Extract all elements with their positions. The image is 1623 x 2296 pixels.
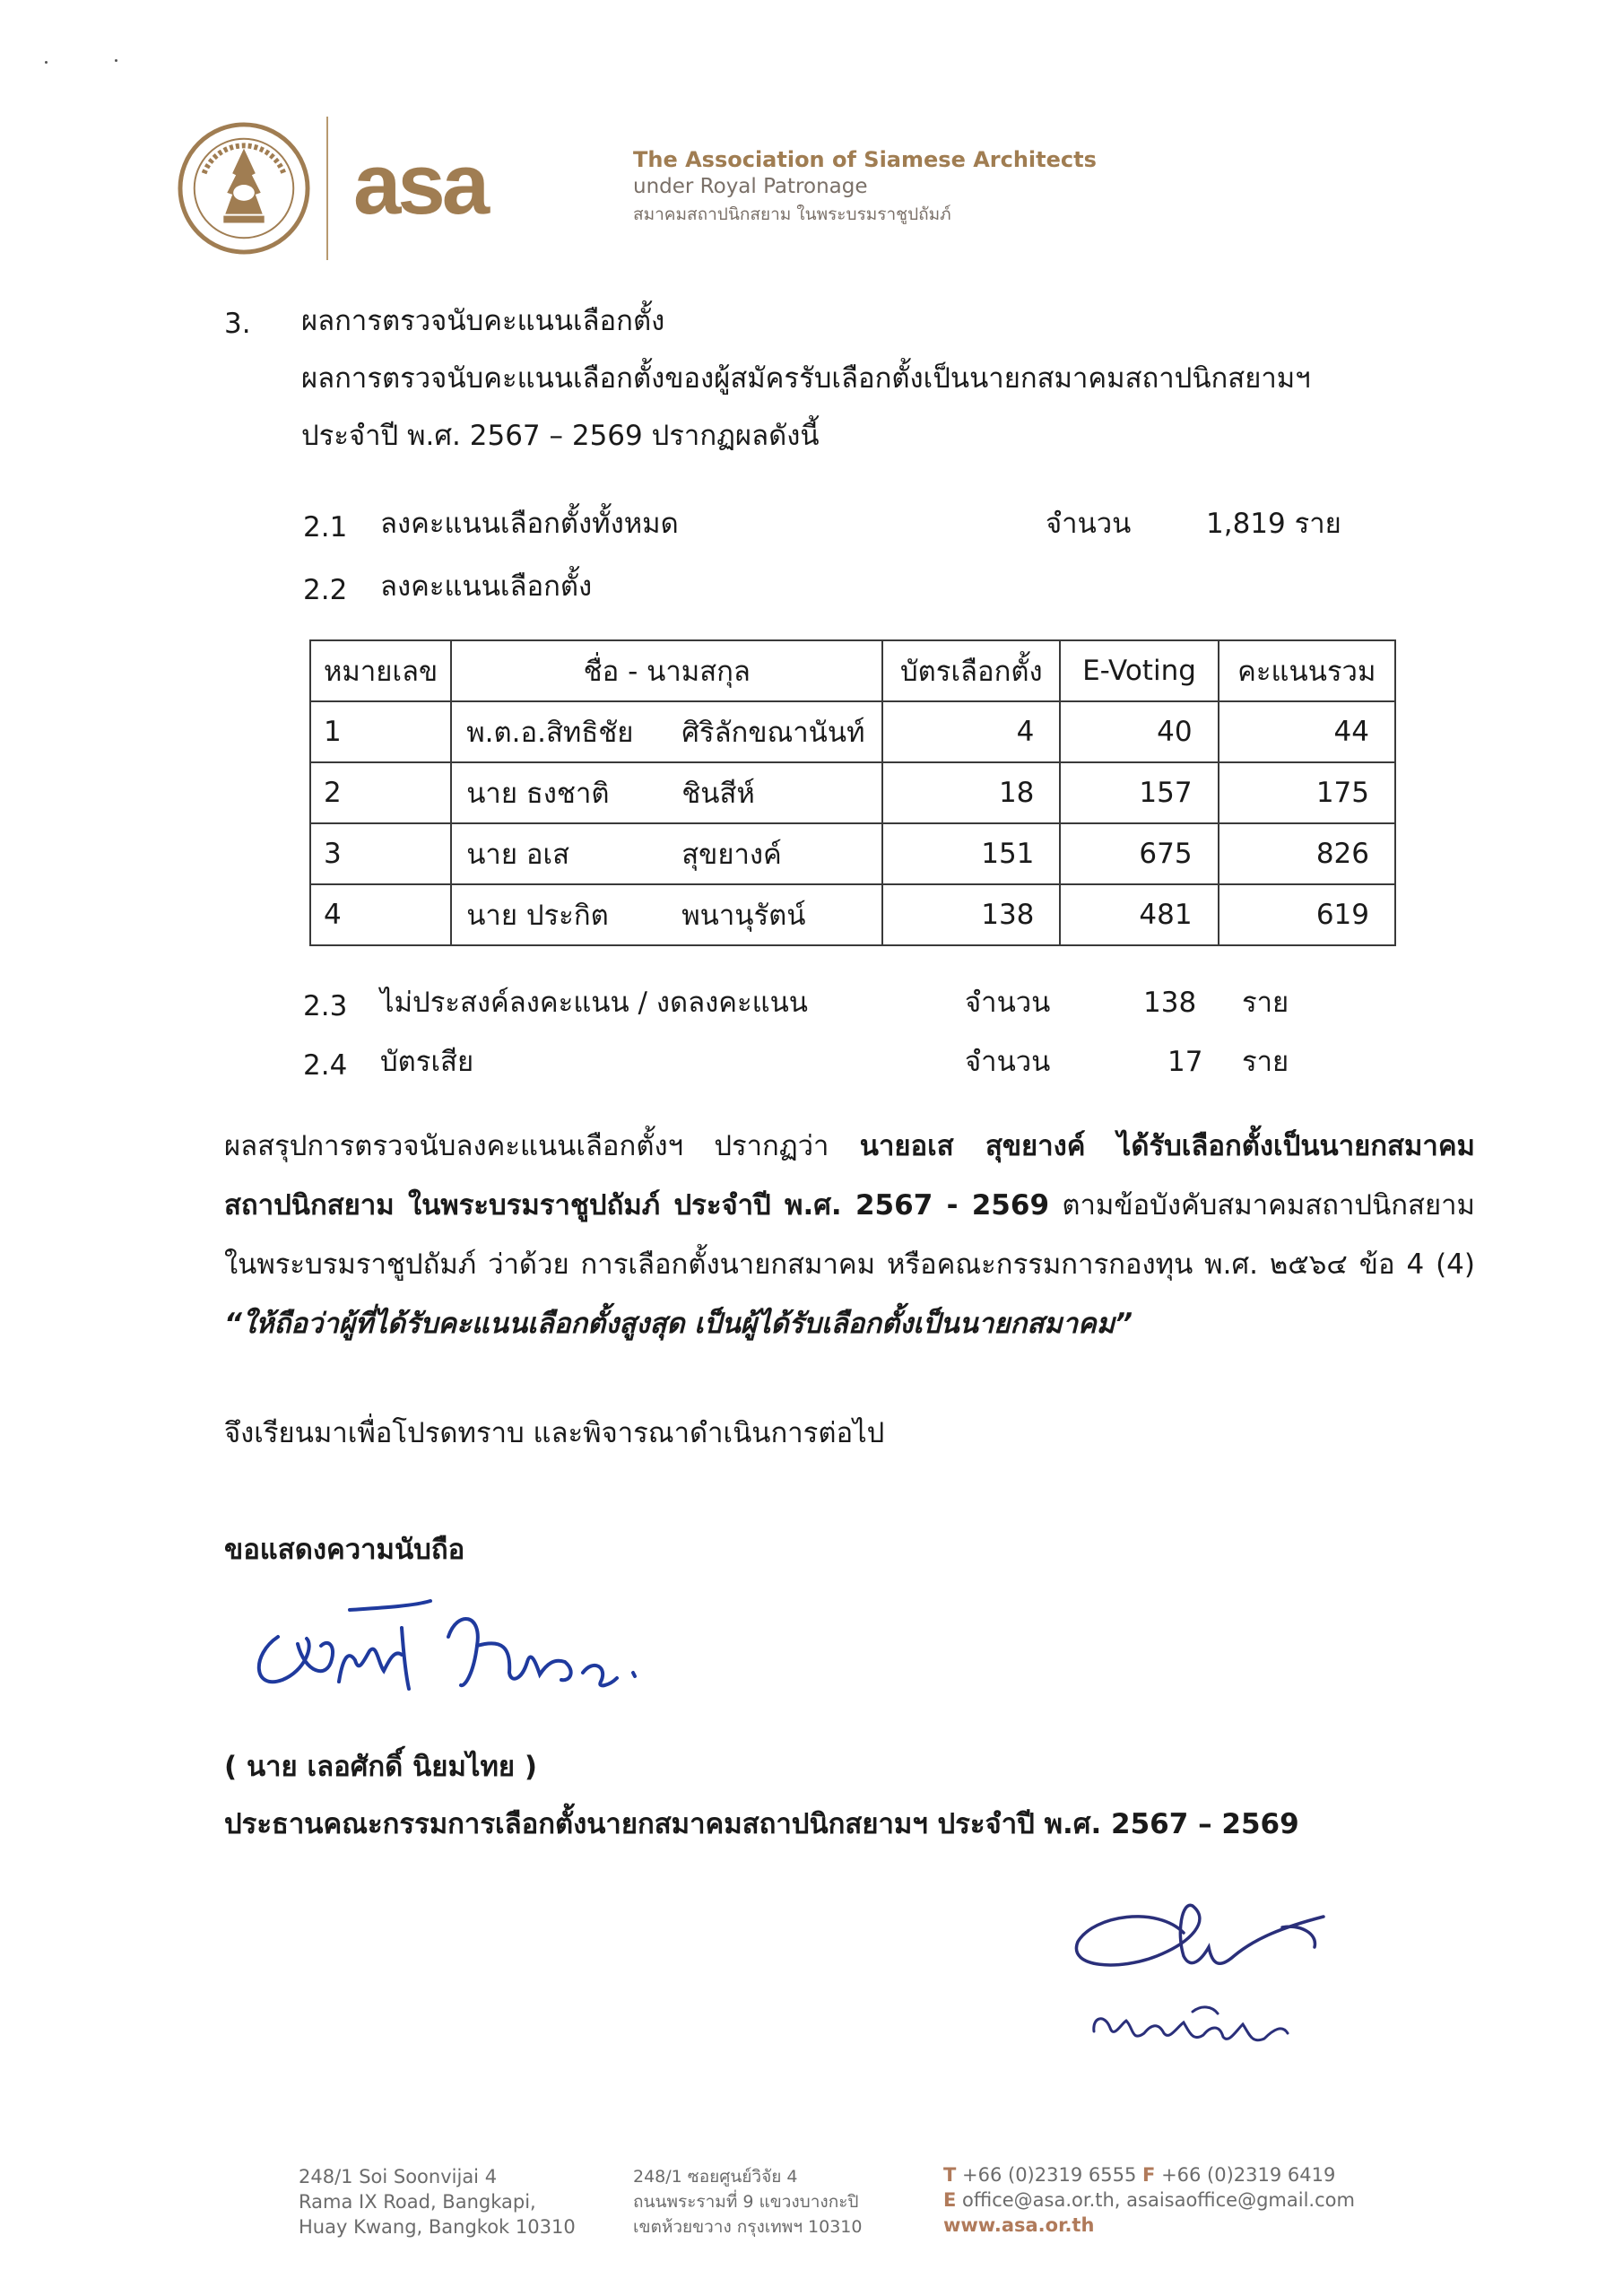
cell-name xyxy=(451,762,882,823)
asa-royal-seal-logo xyxy=(178,122,310,255)
cell-surname: สุขยางค์ xyxy=(681,839,782,871)
regulation-quote: “ให้ถือว่าผู้ที่ได้รับคะแนนเลือกตั้งสูงสุด เป็นผู้ได้รับเลือกตั้งเป็นนายกสมาคม” xyxy=(224,1308,1133,1340)
footer-phone-line xyxy=(943,2162,1355,2187)
address-th-line: ถนนพระรามที่ 9 แขวงบางกะปิ xyxy=(633,2192,859,2212)
item-2-1-qty-label: จำนวน xyxy=(1046,508,1132,540)
tel-label: T xyxy=(943,2164,957,2186)
cell-surname: ศิริลักขณานันท์ xyxy=(681,717,865,749)
cell-ballot: 138 xyxy=(882,884,1060,945)
closing-request: จึงเรียนมาเพื่อโปรดทราบ และพิจารณาดำเนินการต่อไป xyxy=(224,1417,885,1449)
footer-address-en xyxy=(299,2164,576,2239)
cell-surname: พนานุรัตน์ xyxy=(681,900,806,932)
address-th-line: 248/1 ซอยศูนย์วิจัย 4 xyxy=(633,2167,798,2187)
header-number: หมายเลข xyxy=(310,640,451,701)
cell-title-firstname: นาย ธงชาติ xyxy=(466,778,610,810)
item-2-3-number: 2.3 xyxy=(303,990,348,1022)
org-sub-en: under Royal Patronage xyxy=(633,175,868,198)
signer-name: ( นาย เลอศักดิ์ นิยมไทย ) xyxy=(224,1751,538,1783)
item-2-3-qty-label: จำนวน xyxy=(965,987,1051,1019)
cell-title-firstname: นาย ประกิต xyxy=(466,900,609,932)
cell-ballot: 18 xyxy=(882,762,1060,823)
section-number: 3. xyxy=(224,308,251,340)
cell-total: 619 xyxy=(1219,884,1395,945)
cell-name xyxy=(451,701,882,762)
cell-number: 1 xyxy=(310,701,451,762)
cell-evoting: 675 xyxy=(1060,823,1218,884)
svg-text:asa: asa xyxy=(353,152,487,221)
footer-contact xyxy=(943,2162,1355,2238)
section-desc-line2: ประจำปี พ.ศ. 2567 – 2569 ปรากฏผลดังนี้ xyxy=(301,420,820,452)
table-row xyxy=(310,701,1395,762)
cell-name xyxy=(451,823,882,884)
tel-number[interactable]: +66 (0)2319 6555 xyxy=(962,2164,1137,2186)
closing-regards: ขอแสดงความนับถือ xyxy=(224,1534,465,1566)
header-ballot: บัตรเลือกตั้ง xyxy=(882,640,1060,701)
summary-text-1: ผลสรุปการตรวจนับลงคะแนนเลือกตั้งฯ ปรากฏว่า xyxy=(224,1130,860,1162)
address-en-line: 248/1 Soi Soonvijai 4 xyxy=(299,2166,498,2187)
item-2-1-number: 2.1 xyxy=(303,511,348,544)
header-name: ชื่อ - นามสกุล xyxy=(451,640,882,701)
item-2-4-value: 17 xyxy=(1167,1046,1203,1078)
scan-speck xyxy=(45,61,48,64)
election-results-table xyxy=(309,639,1396,946)
item-2-4-number: 2.4 xyxy=(303,1049,348,1082)
footer-email-line xyxy=(943,2187,1355,2213)
cell-total: 826 xyxy=(1219,823,1395,884)
cell-number: 4 xyxy=(310,884,451,945)
item-2-3-value: 138 xyxy=(1143,987,1197,1019)
table-row xyxy=(310,762,1395,823)
cell-number: 3 xyxy=(310,823,451,884)
signer-position: ประธานคณะกรรมการเลือกตั้งนายกสมาคมสถาปนิกสยามฯ ประจำปี พ.ศ. 2567 – 2569 xyxy=(224,1808,1299,1840)
cell-evoting: 40 xyxy=(1060,701,1218,762)
winner-name: นายอเส สุขยางค์ xyxy=(859,1130,1086,1162)
summary-text-2: ได้รับเลือกตั้งเป็นนายกสมาคมสถาปนิกสยาม ในพระบรมราชูปถัมภ์ ประจำปี พ.ศ. 2567 - 2569 xyxy=(224,1130,1475,1222)
address-th-line: เขตห้วยขวาง กรุงเทพฯ 10310 xyxy=(633,2217,863,2237)
cell-title-firstname: นาย อเส xyxy=(466,839,569,871)
item-2-4-unit: ราย xyxy=(1242,1046,1289,1078)
summary-text-3: ตามข้อบังคับสมาคมสถาปนิกสยาม ในพระบรมราชูปถัมภ์ ว่าด้วย การเลือกตั้งนายกสมาคม หรือคณะกรรมการกองทุน พ.ศ. ๒๕๖๔ ข้อ 4 (4) xyxy=(224,1189,1475,1281)
fax-label: F xyxy=(1142,2164,1156,2186)
email-label: E xyxy=(943,2189,957,2211)
table-row xyxy=(310,884,1395,945)
item-2-2-label: ลงคะแนนเลือกตั้ง xyxy=(380,570,593,603)
scan-speck xyxy=(115,59,117,62)
address-en-line: Rama IX Road, Bangkapi, xyxy=(299,2191,536,2213)
fax-number: +66 (0)2319 6419 xyxy=(1161,2164,1336,2186)
item-2-4-label: บัตรเสีย xyxy=(380,1046,474,1078)
org-name-en: The Association of Siamese Architects xyxy=(633,147,1097,172)
cell-title-firstname: พ.ต.อ.สิทธิชัย xyxy=(466,717,634,749)
item-2-1-label: ลงคะแนนเลือกตั้งทั้งหมด xyxy=(380,508,679,540)
org-name-th: สมาคมสถาปนิกสยาม ในพระบรมราชูปถัมภ์ xyxy=(633,204,951,224)
website-link[interactable]: www.asa.or.th xyxy=(943,2214,1095,2236)
cell-surname: ชินสีห์ xyxy=(681,778,755,810)
item-2-3-label: ไม่ประสงค์ลงคะแนน / งดลงคะแนน xyxy=(380,987,808,1019)
cell-total: 175 xyxy=(1219,762,1395,823)
table-row xyxy=(310,823,1395,884)
cell-ballot: 4 xyxy=(882,701,1060,762)
cell-ballot: 151 xyxy=(882,823,1060,884)
asa-wordmark-logo xyxy=(352,152,551,221)
item-2-4-qty-label: จำนวน xyxy=(965,1046,1051,1078)
email-addresses[interactable]: office@asa.or.th, asaisaoffice@gmail.com xyxy=(962,2189,1355,2211)
summary-paragraph xyxy=(224,1117,1475,1353)
section-heading: ผลการตรวจนับคะแนนเลือกตั้ง xyxy=(301,305,665,337)
cell-name xyxy=(451,884,882,945)
address-en-line: Huay Kwang, Bangkok 10310 xyxy=(299,2216,576,2238)
header-evoting: E-Voting xyxy=(1060,640,1218,701)
reviewer-initials-signature xyxy=(1058,1870,1390,2067)
cell-number: 2 xyxy=(310,762,451,823)
chairman-signature xyxy=(242,1574,664,1709)
item-2-2-number: 2.2 xyxy=(303,574,348,606)
letterhead-divider xyxy=(326,117,328,260)
cell-evoting: 481 xyxy=(1060,884,1218,945)
header-total: คะแนนรวม xyxy=(1219,640,1395,701)
footer-address-th xyxy=(633,2164,862,2239)
section-desc-line1: ผลการตรวจนับคะแนนเลือกตั้งของผู้สมัครรับเลือกตั้งเป็นนายกสมาคมสถาปนิกสยามฯ xyxy=(301,362,1311,395)
item-2-1-value: 1,819 ราย xyxy=(1206,508,1341,540)
cell-evoting: 157 xyxy=(1060,762,1218,823)
table-header-row xyxy=(310,640,1395,701)
item-2-3-unit: ราย xyxy=(1242,987,1289,1019)
cell-total: 44 xyxy=(1219,701,1395,762)
